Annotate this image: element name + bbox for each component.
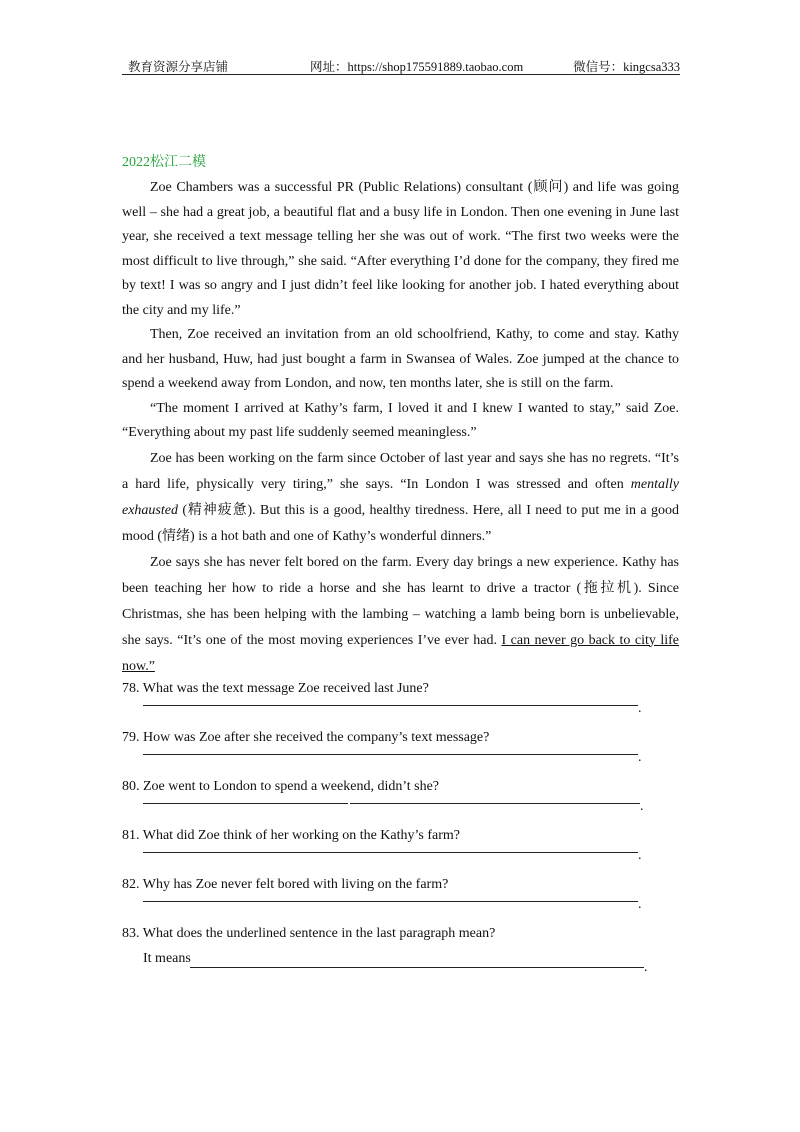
question-81 [122, 824, 682, 873]
question-list [122, 677, 682, 975]
answer-period: . [640, 799, 644, 814]
question-83 [122, 922, 682, 975]
exam-title: 2022松江二模 [122, 155, 206, 170]
paragraph-3: “The moment I arrived at Kathy’s farm, I loved it and I knew I wanted to stay,” said Zoe. “Everything about my past life suddenly seemed meaningless.” [122, 400, 679, 440]
question-text: 80. Zoe went to London to spend a weekend, didn’t she? [122, 779, 440, 794]
paragraph-1: Zoe Chambers was a successful PR (Public Relations) consultant (顾问) and life was going well – she had a great job, a beautiful flat and a busy life in London. Then one evening in June last year, she received a text message telling her she was out of work. “The first two weeks were the most difficult to live through,” she said. “After everything I’d done for the company, they fired me by text! I was so angry and I just didn’t feel like looking for another job. I hated everything about the city and my life.” [122, 180, 679, 318]
question-80 [122, 775, 682, 824]
page-header [122, 56, 680, 75]
paragraph-4-text-b: (精神疲惫). But this is a good, healthy tiredness. Here, all I need to put me in a good mood (情绪) is a hot bath and one of Kathy’s wonderful dinners.” [122, 502, 679, 544]
question-text: 79. How was Zoe after she received the company’s text message? [122, 730, 490, 745]
answer-line[interactable] [143, 754, 638, 755]
answer-period: . [638, 897, 642, 912]
answer-period: . [644, 960, 648, 975]
question-text: 78. What was the text message Zoe received last June? [122, 681, 429, 696]
answer-period: . [638, 848, 642, 863]
reading-passage [122, 176, 679, 680]
answer-line-short[interactable] [143, 803, 348, 804]
question-78 [122, 677, 682, 726]
paragraph-2: Then, Zoe received an invitation from an old schoolfriend, Kathy, to come and stay. Kathy and her husband, Huw, had just bought a farm in Swansea of Wales. Zoe jumped at the chance to spend a weekend away from London, and now, ten months later, she is still on the farm. [122, 327, 679, 391]
header-url: 网址：https://shop175591889.taobao.com [310, 60, 524, 74]
paragraph-5 [122, 550, 679, 680]
paragraph-4-italic: mentally exhausted [122, 476, 679, 518]
question-82 [122, 873, 682, 922]
question-text: 83. What does the underlined sentence in the last paragraph mean? [122, 926, 496, 941]
answer-line[interactable] [190, 967, 644, 968]
header-wechat: 微信号：kingcsa333 [573, 60, 680, 74]
answer-line-long[interactable] [350, 803, 640, 804]
answer-line[interactable] [143, 852, 638, 853]
question-79 [122, 726, 682, 775]
paragraph-5-text: Zoe says she has never felt bored on the farm. Every day brings a new experience. Kathy has been teaching her how to ride a horse and she has learnt to drive a tractor (拖拉机). Since Christmas, she has been helping with the lambing – watching a lamb being born is unbelievable, she says. “It’s one of the most moving experiences I’ve ever had. [122, 554, 679, 648]
answer-period: . [638, 750, 642, 765]
header-shop-name: 教育资源分享店铺 [128, 60, 229, 74]
answer-line[interactable] [143, 705, 638, 706]
paragraph-4-text-a: Zoe has been working on the farm since October of last year and says she has no regrets. “It’s a hard life, physically very tiring,” she says. “In London I was stressed and often [122, 450, 679, 492]
answer-prefix: It means [143, 951, 191, 966]
underlined-sentence: I can never go back to city life now.” [122, 632, 679, 674]
answer-period: . [638, 701, 642, 716]
answer-line[interactable] [143, 901, 638, 902]
paragraph-4 [122, 446, 679, 550]
question-text: 82. Why has Zoe never felt bored with living on the farm? [122, 877, 449, 892]
question-text: 81. What did Zoe think of her working on the Kathy’s farm? [122, 828, 460, 843]
